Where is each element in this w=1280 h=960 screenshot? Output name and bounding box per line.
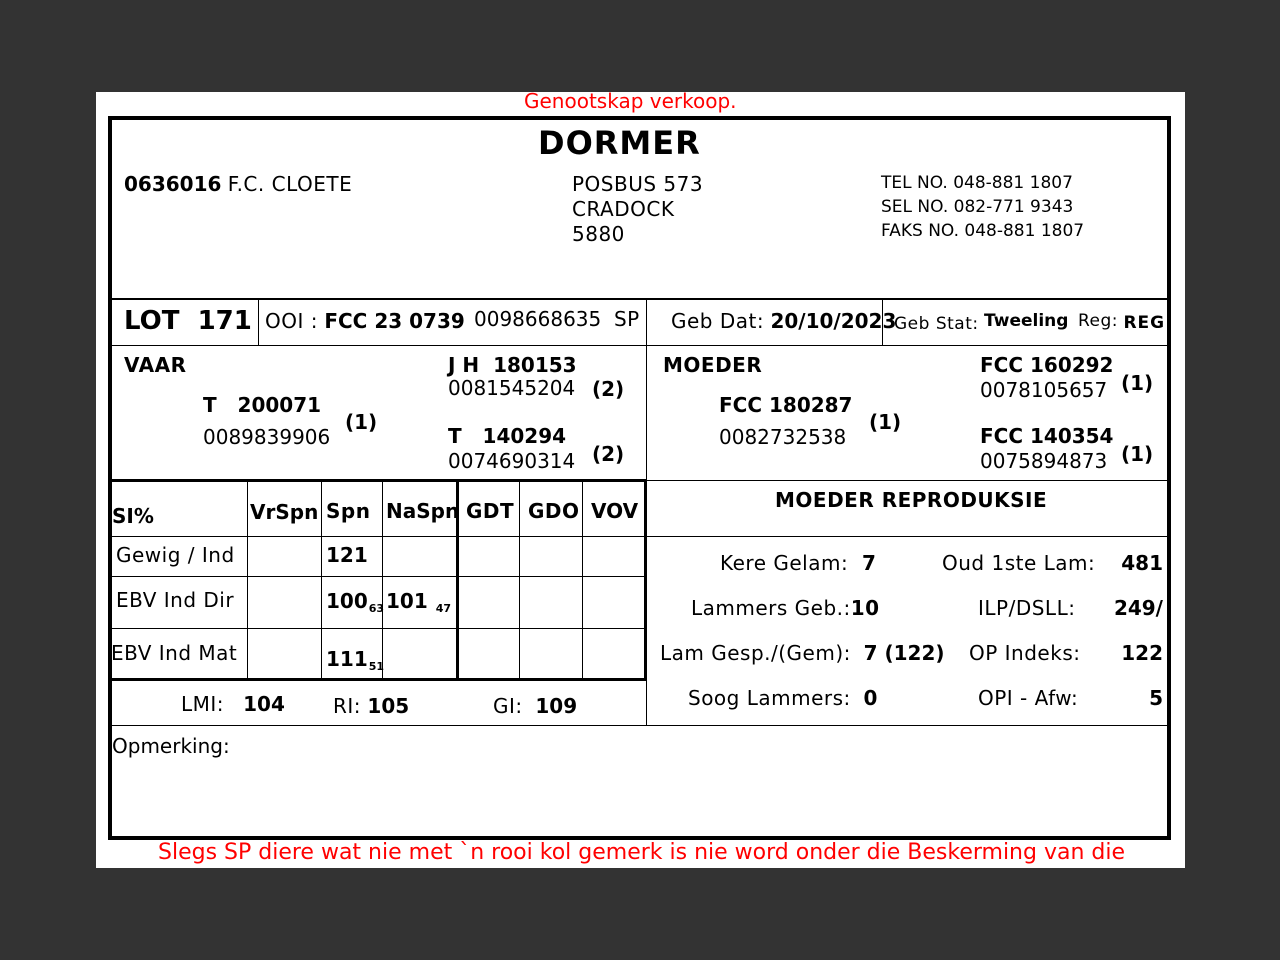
breeder-number: 0636016 [124, 172, 222, 196]
birth-status: Geb Stat: Tweeling [894, 311, 1069, 334]
sire-grand-dam-number: 0074690314 [448, 449, 576, 473]
si-header-gdo: GDO [528, 499, 580, 523]
breeder-contact [881, 171, 1084, 243]
dam-number: 0082732538 [719, 425, 847, 449]
address-line: POSBUS 573 [572, 172, 704, 196]
si-header-gdt: GDT [466, 499, 515, 523]
opi-deviation-value: 5 [1149, 686, 1163, 710]
birth-status-value: Tweeling [984, 311, 1069, 331]
divider [110, 536, 1170, 537]
divider [258, 299, 259, 346]
address-line: 5880 [572, 222, 625, 246]
ewe-id: OOI : FCC 23 0739 [265, 309, 465, 333]
si-header-naspn: NaSpn [386, 499, 460, 523]
dam-id: FCC 180287 [719, 393, 853, 417]
ilp-label: ILP/DSLL: [978, 596, 1076, 620]
border-left [108, 116, 112, 840]
ri-index: RI: 105 [333, 694, 410, 718]
divider [110, 725, 1170, 726]
si-row-label: Gewig / Ind [116, 543, 235, 567]
sire-grand-dam-id: T 140294 [448, 424, 567, 448]
divider [110, 576, 646, 577]
si-row-spn: $100_{63}$ [326, 589, 385, 615]
lambs-born: Lammers Geb.:10 [691, 596, 880, 620]
dam-grand-dam-number: 0075894873 [980, 449, 1108, 473]
registration-value: REG [1123, 313, 1166, 333]
border-top [108, 116, 1171, 120]
si-row-label: EBV Ind Mat [111, 641, 238, 665]
sire-grand-dam-grade: (2) [592, 442, 625, 466]
address-line: CRADOCK [572, 197, 675, 221]
divider [644, 482, 647, 679]
breeder-address [572, 172, 703, 247]
age-first-lamb-label: Oud 1ste Lam: [942, 551, 1096, 575]
accuracy: 51 [368, 660, 385, 673]
si-header-vrspn: VrSpn [250, 500, 319, 524]
dam-grand-sire-id: FCC 160292 [980, 353, 1114, 377]
ewe-class: SP [613, 307, 640, 331]
sire-grand-sire-number: 0081545204 [448, 376, 576, 400]
dam-grand-dam-id: FCC 140354 [980, 424, 1114, 448]
age-first-lamb-value: 481 [1121, 551, 1163, 575]
dam-grand-sire-grade: (1) [1121, 371, 1154, 395]
op-index-label: OP Indeks: [969, 641, 1081, 665]
registration: Reg: REG [1078, 311, 1166, 333]
lot-card-page [96, 89, 1185, 868]
ilp-value: 249/ [1113, 596, 1163, 620]
breed-title: DORMER [538, 124, 701, 162]
accuracy: 47 [435, 602, 452, 615]
ewe-id-value: FCC 23 0739 [324, 309, 465, 333]
divider [321, 482, 322, 679]
fax-number: FAKS NO. 048-881 1807 [881, 221, 1085, 241]
cell-number: SEL NO. 082-771 9343 [881, 197, 1074, 217]
lambs-weaned: Lam Gesp./(Gem): 7 (122) [660, 641, 945, 665]
society-sale-notice: Genootskap verkoop. [524, 89, 737, 113]
dam-grade: (1) [869, 410, 902, 434]
opi-deviation-label: OPI - Afw: [978, 686, 1079, 710]
sire-grand-sire-grade: (2) [592, 377, 625, 401]
reproduction-title: MOEDER REPRODUKSIE [775, 488, 1048, 512]
divider [110, 479, 646, 482]
breeder-name: F.C. CLOETE [227, 172, 353, 196]
sire-number: 0089839906 [203, 425, 331, 449]
divider [646, 480, 1170, 481]
birth-date-value: 20/10/2023 [770, 309, 897, 333]
birth-date: Geb Dat: 20/10/2023 [671, 309, 897, 333]
times-lambed: Kere Gelam: 7 [720, 551, 877, 575]
sire-grand-sire-id: J H 180153 [448, 353, 577, 377]
divider [110, 678, 646, 681]
si-row-spn: $111_{51}$ [326, 647, 385, 673]
divider [519, 482, 520, 679]
divider [582, 482, 583, 679]
accuracy: 63 [368, 602, 385, 615]
si-header-vov: VOV [591, 499, 639, 523]
lot-number: LOT 171 [124, 306, 252, 336]
sire-grade: (1) [345, 410, 378, 434]
si-row-spn: 121 [326, 543, 368, 567]
si-header-si: SI% [112, 504, 154, 528]
divider [247, 482, 248, 679]
dam-grand-sire-number: 0078105657 [980, 378, 1108, 402]
si-header-spn: Spn [326, 499, 371, 523]
dam-grand-dam-grade: (1) [1121, 442, 1154, 466]
op-index-value: 122 [1121, 641, 1163, 665]
divider [110, 628, 646, 629]
si-row-naspn: 101 $_{47}$ [386, 589, 452, 615]
gi-index: GI: 109 [493, 694, 578, 718]
dam-label: MOEDER [663, 353, 763, 377]
protection-notice: Slegs SP diere wat nie met `n rooi kol gemerk is nie word onder die Beskerming van die [158, 840, 1126, 865]
breeder [124, 172, 352, 196]
si-row-label: EBV Ind Dir [116, 588, 235, 612]
remarks-label: Opmerking: [112, 734, 230, 758]
border-right [1167, 116, 1171, 840]
remarks-field [226, 734, 1156, 824]
lmi-index: LMI: 104 [181, 692, 285, 716]
sire-label: VAAR [124, 353, 187, 377]
ewe-number: 0098668635 SP [474, 307, 640, 331]
divider [110, 345, 1170, 346]
divider [110, 298, 1170, 300]
sire-id: T 200071 [203, 393, 322, 417]
suckling-lambs: Soog Lammers: 0 [688, 686, 878, 710]
tel-number: TEL NO. 048-881 1807 [881, 173, 1073, 193]
